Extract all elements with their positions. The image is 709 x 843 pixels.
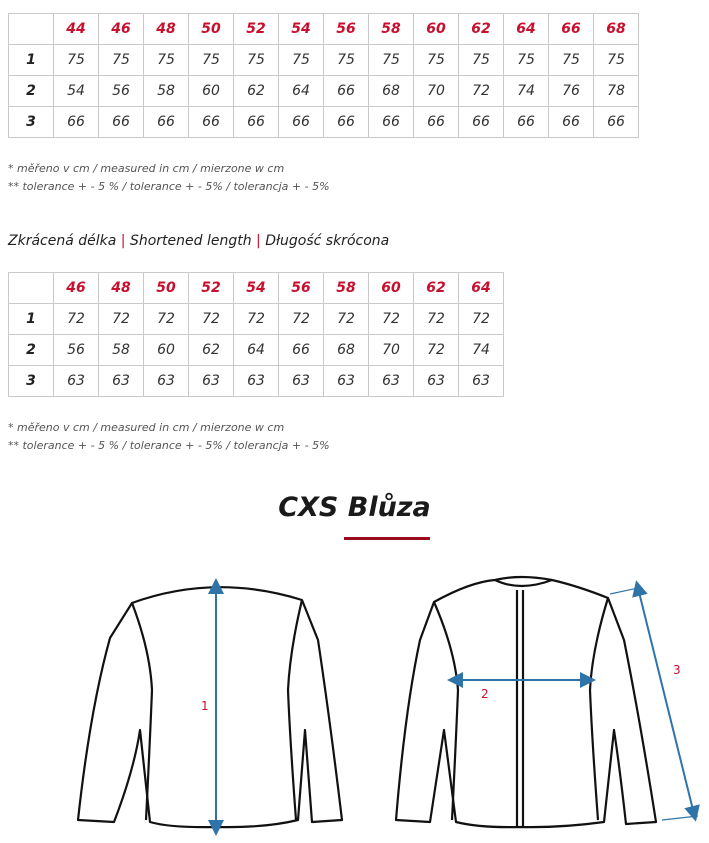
- measurement-cell: 75: [234, 45, 279, 76]
- measurement-cell: 72: [99, 304, 144, 335]
- size-header-cell: 64: [459, 273, 504, 304]
- measurement-cell: 63: [144, 366, 189, 397]
- size-header-row: [9, 14, 639, 45]
- size-header-cell: 48: [99, 273, 144, 304]
- measurement-cell: 66: [594, 107, 639, 138]
- measurement-cell: 63: [54, 366, 99, 397]
- measurement-cell: 66: [144, 107, 189, 138]
- size-header-cell: 46: [54, 273, 99, 304]
- measurement-cell: 63: [234, 366, 279, 397]
- measurement-cell: 75: [54, 45, 99, 76]
- product-title: CXS Blůza: [278, 492, 431, 523]
- measurement-cell: 72: [414, 304, 459, 335]
- measurement-cell: 63: [369, 366, 414, 397]
- jacket-front-outline: [396, 577, 656, 827]
- size-header-cell: 54: [234, 273, 279, 304]
- measurement-cell: 63: [279, 366, 324, 397]
- size-header-cell: 64: [504, 14, 549, 45]
- garment-measurement-diagram: [0, 570, 709, 840]
- size-header-cell: 66: [549, 14, 594, 45]
- measurement-cell: 70: [414, 76, 459, 107]
- measurement-cell: 75: [414, 45, 459, 76]
- row-label: 1: [9, 304, 54, 335]
- size-header-cell: 60: [414, 14, 459, 45]
- shortened-cs: Zkrácená délka: [8, 233, 117, 249]
- corner-cell: [9, 14, 54, 45]
- measurement-cell: 72: [279, 304, 324, 335]
- measurement-cell: 58: [144, 76, 189, 107]
- size-header-cell: 52: [189, 273, 234, 304]
- measurement-label-2: 2: [481, 687, 489, 701]
- measurement-cell: 66: [279, 107, 324, 138]
- measurement-cell: 76: [549, 76, 594, 107]
- measurement-cell: 64: [234, 335, 279, 366]
- measurement-cell: 75: [279, 45, 324, 76]
- measurement-cell: 56: [54, 335, 99, 366]
- measurement-cell: 58: [99, 335, 144, 366]
- measurement-cell: 63: [189, 366, 234, 397]
- measurement-cell: 75: [99, 45, 144, 76]
- measurement-cell: 75: [324, 45, 369, 76]
- measurement-cell: 72: [54, 304, 99, 335]
- separator: |: [251, 233, 266, 249]
- row-label: 3: [9, 366, 54, 397]
- size-header-cell: 44: [54, 14, 99, 45]
- table-row: [9, 76, 639, 107]
- jacket-back-outline: [78, 587, 342, 827]
- measurement-cell: 68: [324, 335, 369, 366]
- measurement-cell: 75: [594, 45, 639, 76]
- measurement-cell: 66: [54, 107, 99, 138]
- shortened-pl: Długość skrócona: [265, 233, 390, 249]
- measurement-cell: 75: [189, 45, 234, 76]
- size-header-cell: 56: [279, 273, 324, 304]
- measurement-cell: 62: [189, 335, 234, 366]
- measurement-cell: 63: [459, 366, 504, 397]
- measurement-cell: 66: [99, 107, 144, 138]
- shortened-length-heading: [8, 233, 389, 249]
- size-header-cell: 52: [234, 14, 279, 45]
- measurement-cell: 66: [504, 107, 549, 138]
- size-header-cell: 48: [144, 14, 189, 45]
- measurement-cell: 72: [459, 304, 504, 335]
- measurement-cell: 66: [459, 107, 504, 138]
- measurement-cell: 74: [504, 76, 549, 107]
- table-row: [9, 107, 639, 138]
- size-header-cell: 68: [594, 14, 639, 45]
- measurement-cell: 54: [54, 76, 99, 107]
- size-header-cell: 58: [369, 14, 414, 45]
- size-header-cell: 62: [459, 14, 504, 45]
- row-label: 2: [9, 76, 54, 107]
- size-header-cell: 46: [99, 14, 144, 45]
- measurement-cell: 60: [144, 335, 189, 366]
- measurement-cell: 66: [234, 107, 279, 138]
- measured-note-2: * měřeno v cm / measured in cm / mierzone w cm: [8, 421, 285, 434]
- measurement-label-3: 3: [673, 663, 681, 677]
- measurement-cell: 68: [369, 76, 414, 107]
- measurement-cell: 75: [369, 45, 414, 76]
- size-header-cell: 54: [279, 14, 324, 45]
- measurement-cell: 72: [144, 304, 189, 335]
- size-header-cell: 60: [369, 273, 414, 304]
- measurement-cell: 63: [324, 366, 369, 397]
- measurement-cell: 75: [459, 45, 504, 76]
- shortened-en: Shortened length: [129, 233, 252, 249]
- tolerance-note-2: ** tolerance + - 5 % / tolerance + - 5% / tolerancja + - 5%: [8, 439, 330, 452]
- measurement-cell: 66: [369, 107, 414, 138]
- corner-cell: [9, 273, 54, 304]
- measurement-line-3: [610, 588, 698, 820]
- table-row: [9, 366, 504, 397]
- measurement-cell: 70: [369, 335, 414, 366]
- measurement-cell: 64: [279, 76, 324, 107]
- measurement-cell: 74: [459, 335, 504, 366]
- size-header-cell: 62: [414, 273, 459, 304]
- measurement-cell: 75: [549, 45, 594, 76]
- measurement-cell: 66: [189, 107, 234, 138]
- tolerance-note: ** tolerance + - 5 % / tolerance + - 5% / tolerancja + - 5%: [8, 180, 330, 193]
- size-header-cell: 58: [324, 273, 369, 304]
- title-underline: [344, 537, 430, 540]
- measurement-cell: 72: [324, 304, 369, 335]
- row-label: 1: [9, 45, 54, 76]
- row-label: 2: [9, 335, 54, 366]
- measurement-cell: 60: [189, 76, 234, 107]
- measurement-cell: 72: [189, 304, 234, 335]
- measurement-cell: 75: [144, 45, 189, 76]
- size-header-cell: 50: [144, 273, 189, 304]
- row-label: 3: [9, 107, 54, 138]
- measurement-cell: 62: [234, 76, 279, 107]
- measurement-cell: 72: [459, 76, 504, 107]
- measurement-cell: 63: [99, 366, 144, 397]
- table-row: [9, 304, 504, 335]
- table-row: [9, 335, 504, 366]
- measured-note: * měřeno v cm / measured in cm / mierzone w cm: [8, 162, 285, 175]
- size-table-shortened: [8, 272, 504, 397]
- size-header-row: [9, 273, 504, 304]
- measurement-cell: 66: [279, 335, 324, 366]
- separator: |: [116, 233, 130, 249]
- size-header-cell: 56: [324, 14, 369, 45]
- measurement-cell: 75: [504, 45, 549, 76]
- measurement-cell: 72: [234, 304, 279, 335]
- table-row: [9, 45, 639, 76]
- measurement-cell: 72: [369, 304, 414, 335]
- measurement-cell: 66: [549, 107, 594, 138]
- measurement-cell: 66: [324, 76, 369, 107]
- size-table-regular: [8, 13, 639, 138]
- measurement-label-1: 1: [201, 699, 209, 713]
- measurement-cell: 66: [324, 107, 369, 138]
- measurement-cell: 63: [414, 366, 459, 397]
- size-header-cell: 50: [189, 14, 234, 45]
- measurement-cell: 78: [594, 76, 639, 107]
- measurement-cell: 56: [99, 76, 144, 107]
- measurement-cell: 72: [414, 335, 459, 366]
- measurement-cell: 66: [414, 107, 459, 138]
